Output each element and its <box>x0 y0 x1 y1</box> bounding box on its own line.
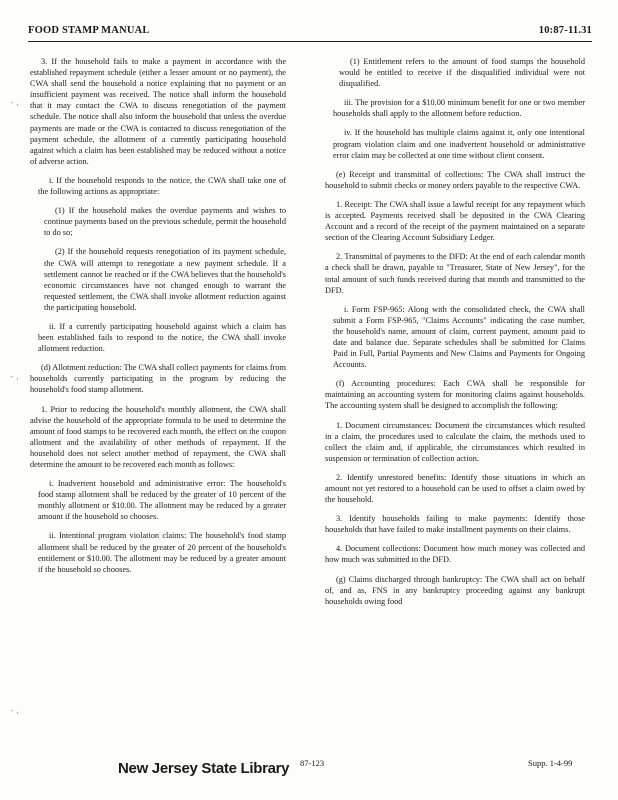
paragraph-e-receipt-transmittal: (e) Receipt and transmittal of collections: The CWA shall instruct the household to submit checks or money orders payable to the respective CWA. <box>325 169 585 190</box>
paragraph-iv-multiple-claims: iv. If the household has multiple claims against it, only one intentional program violation claim and one inadvertent household or administrative error claim may be collected at one time without client consent. <box>333 128 585 160</box>
paragraph-i-household-responds: i. If the household responds to the notice, the CWA shall take one of the following actions as appropriate: <box>38 175 286 197</box>
paragraph-3-failing-payments: 3. Identify households failing to make payments: Identify those households that have failed to make installment payments on their claims. <box>325 514 585 535</box>
paragraph-i-form-fsp-965: i. Form FSP-965: Along with the consolidated check, the CWA shall submit a Form FSP-965, "Claims Accounts" indicating the case number, the household's name, amount of claim, current payment, amount paid to date and balance due. Separate schedules shall be submitted for Claims Paid in Full, Partial Payments and New Claims and Payments for Ongoing Accounts. <box>333 304 585 370</box>
paragraph-1-receipt: 1. Receipt: The CWA shall issue a lawful receipt for any repayment which is accepted. Payments received shall be deposited in the CWA Clearing Account and a record of the receipt of the payment maintained on a separate section of the Clearing Account Subsidiary Ledger. <box>325 199 585 243</box>
paragraph-4-document-collections: 4. Document collections: Document how much money was collected and how much was submitted to the DFD. <box>325 544 585 565</box>
margin-mark: ‐ , <box>10 98 19 108</box>
margin-mark: ‐ , <box>10 372 19 382</box>
paragraph-2-unrestored-benefits: 2. Identify unrestored benefits: Identify those situations in which an amount not yet restored to a household can be used to offset a claim owed by the household. <box>325 472 585 505</box>
paragraph-i-inadvertent-error: i. Inadvertent household and administrative error: The household's food stamp allotment shall be reduced by the greater of 10 percent of the monthly allotment or $10.00. The allotment may be reduced by a greater amount if the household so chooses. <box>38 479 286 522</box>
right-column <box>325 56 585 615</box>
paragraph-3-notice: 3. If the household fails to make a payment in accordance with the established repayment schedule (either a lesser amount or no payment), the CWA shall send the household a notice explaining that no payment or an insufficient payment was received. The notice shall inform the household that it may contact the CWA to discuss renegotiation of the payment schedule. The notice shall also inform the household that unless the overdue payments are made or the CWA is contacted to discuss renegotiation of the payment schedule, the allotment of a currently participating household against which a claim has been established may be reduced without a notice of adverse action. <box>30 57 286 166</box>
supplement-date: Supp. 1-4-99 <box>528 758 573 768</box>
paragraph-d-allotment-reduction: (d) Allotment reduction: The CWA shall collect payments for claims from households currently participating in the program by reducing the household's food stamp allotment. <box>30 363 287 395</box>
paragraph-ii-intentional-violation: ii. Intentional program violation claims: The household's food stamp allotment shall be reduced by the greater of 20 percent of the household's entitlement or $10.00. The allotment may be reduced by a greater amount if the household so chooses. <box>38 531 286 574</box>
margin-mark: ‐ , <box>10 706 19 716</box>
left-column <box>30 56 286 583</box>
paragraph-iii-minimum-benefit: iii. The provision for a $10.00 minimum benefit for one or two member households shall apply to the allotment before reduction. <box>333 98 585 119</box>
library-stamp: New Jersey State Library <box>118 760 290 777</box>
paragraph-1-overdue-payments: (1) If the household makes the overdue payments and wishes to continue payments based on the previous schedule, permit the household to do so; <box>44 206 286 238</box>
page-number: 87-123 <box>300 758 325 768</box>
manual-title: FOOD STAMP MANUAL <box>28 25 150 36</box>
paragraph-2-renegotiation: (2) If the household requests renegotiation of its payment schedule, the CWA will attempt to renegotiate a new payment schedule. If a settlement cannot be reached or if the CWA believes that the household's economic circumstances have not changed enough to warrant the requested settlement, the CWA shall invoke allotment reduction against the participating household. <box>44 247 286 312</box>
paragraph-1-entitlement: (1) Entitlement refers to the amount of food stamps the household would be entitled to receive if the disqualified individual were not disqualified. <box>339 57 585 89</box>
section-number: 10:87-11.31 <box>538 25 592 36</box>
paragraph-1-document-circumstances: 1. Document circumstances: Document the circumstances which resulted in a claim, the procedures used to calculate the claim, the methods used to collect the claim and, if applicable, the circumstances which resulted in suspension or termination of collection action. <box>325 420 585 463</box>
page-header <box>28 24 592 42</box>
paragraph-f-accounting: (f) Accounting procedures: Each CWA shall be responsible for maintaining an accounting system for monitoring claims against households. The accounting system shall be designed to accomplish the following: <box>325 379 585 411</box>
paragraph-ii-fails-to-respond: ii. If a currently participating household against which a claim has been established fails to respond to the notice, the CWA shall invoke allotment reduction. <box>38 321 286 354</box>
paragraph-1-prior-to-reducing: 1. Prior to reducing the household's monthly allotment, the CWA shall advise the household of the appropriate formula to be used to determine the amount of food stamps to be recovered each month, the effect on the coupon allotment and the availability of other methods of repayment. If the household does not select another method of repayment, the CWA shall determine the amount to be recovered each month as follows: <box>30 404 286 469</box>
paragraph-2-transmittal: 2. Transmittal of payments to the DFD: At the end of each calendar month a check shall be drawn, payable to "Treasurer, State of New Jersey", for the total amount of such funds received during that month and transmitted to the DFD. <box>325 252 585 295</box>
paragraph-g-bankruptcy: (g) Claims discharged through bankruptcy: The CWA shall act on behalf of, and as, FNS in any bankruptcy proceeding against any bankrupt households owing food <box>325 574 585 606</box>
